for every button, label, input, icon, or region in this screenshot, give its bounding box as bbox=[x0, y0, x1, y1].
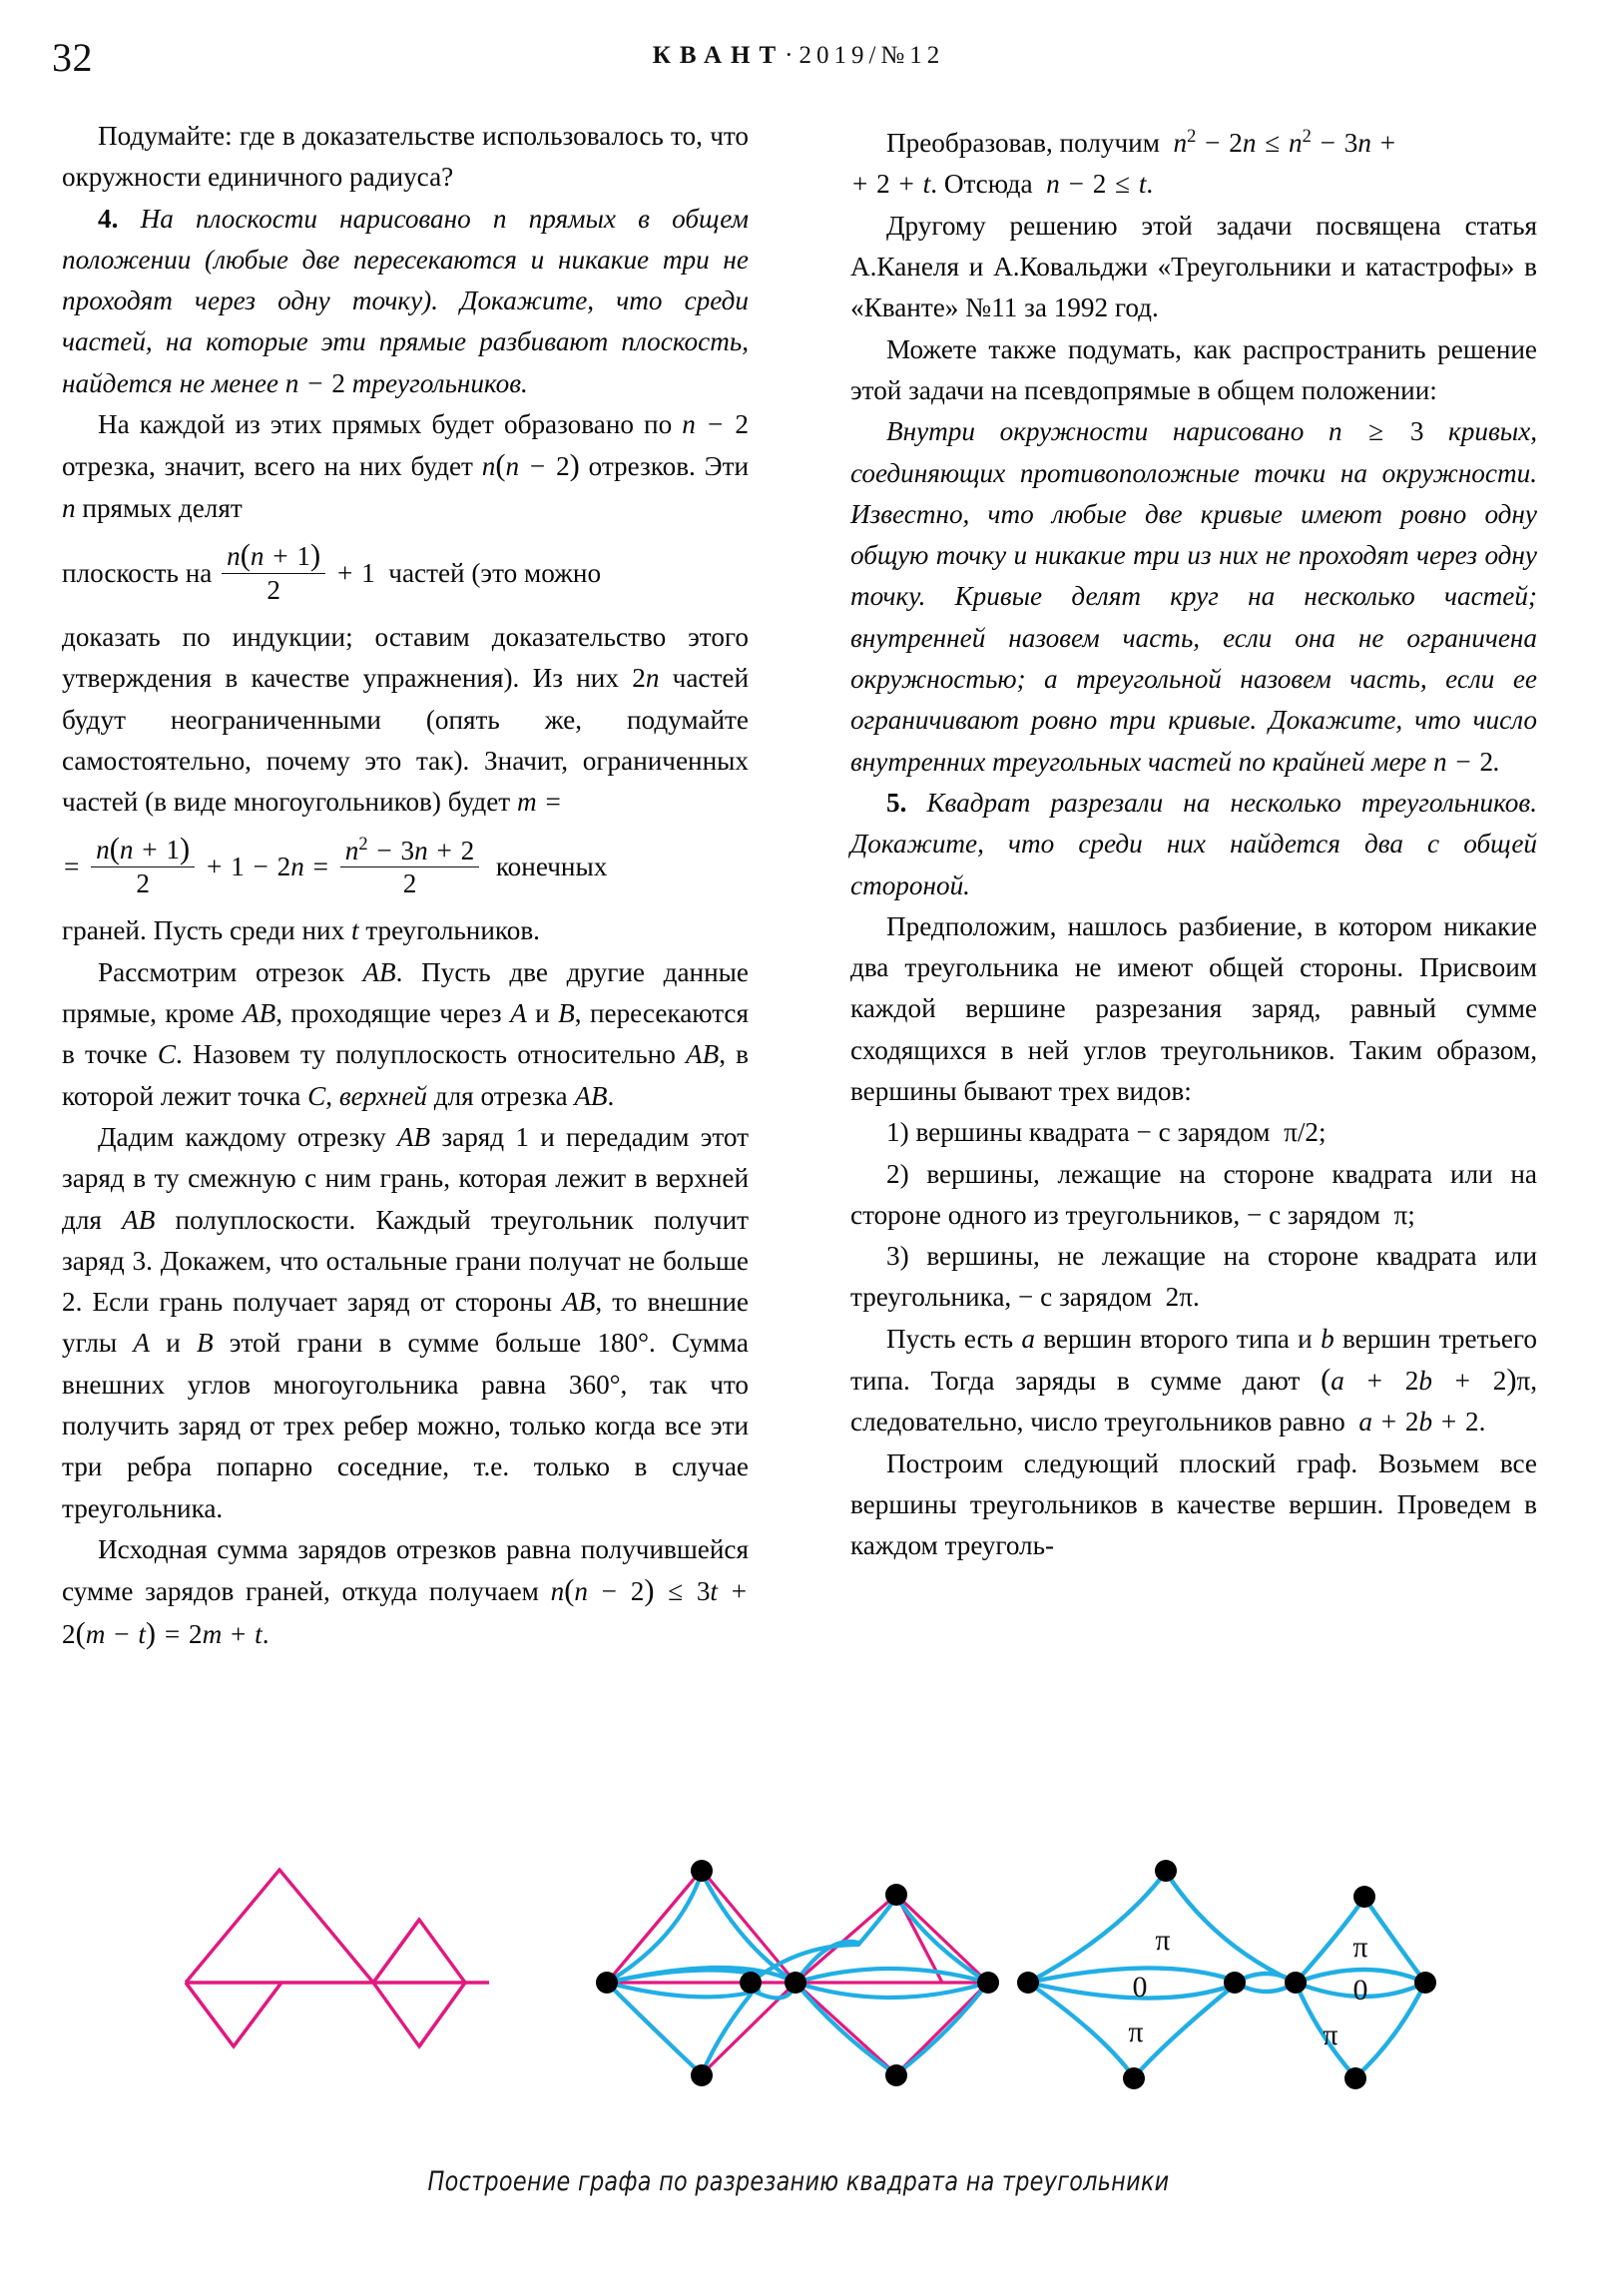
journal-running-head bbox=[0, 42, 1597, 70]
paragraph-task-4: 4. На плоскости нарисовано n прямых в общем положении (любые две пересекаются и никакие три не проходят через одну точку). Докажите, что среди частей, на которые эти прямые разбивают плоскость, найдется не менее n − 2 треугольников. bbox=[62, 203, 749, 398]
journal-issue: 2019/№12 bbox=[798, 42, 945, 69]
paragraph-solution-induction: доказать по индукции; оставим доказательство этого утверждения в качестве упражнения). Из них 2n частей будут неограниченными (опять же, подумайте самостоятельно, почему это так). Значит, ограниченных частей (в виде многоугольников) будет m = bbox=[62, 621, 749, 818]
paragraph-vertex-type-2: 2) вершины, лежащие на стороне квадрата или на стороне одного из треугольников, − с зарядом π; bbox=[850, 1158, 1537, 1230]
figure-panel-1-shape bbox=[0, 1835, 499, 2134]
formula-plane-parts: плоскость на $\frac{n(n + 1)}{2}$ + 1 частей (это можно bbox=[62, 537, 602, 605]
paragraph-rassmotrim: Рассмотрим отрезок AB. Пусть две другие данные прямые, кроме AB, проходящие через A и B, пересекаются в точке C. Назовем ту полуплоскость относительно AB, в которой лежит точка C, верхней для отрезка AB. bbox=[62, 956, 749, 1111]
paragraph-vnutri-okruzhnosti: Внутри окружности нарисовано n ≥ 3 кривых, соединяющих противоположные точки на окружности. Известно, что любые две кривые имеют ровно одну общую точку и никакие три из них не проходят через одну точку. Кривые делят круг на несколько частей; внутренней назовем часть, если она не ограничена окружностью; а треугольной назовем часть, если ее ограничивают ровно три кривые. Докажите, что число внутренних треугольных частей по крайней мере n − 2. bbox=[850, 416, 1538, 777]
page-header bbox=[0, 34, 1597, 94]
paragraph-mozhete: Можете также подумать, как распространить решение этой задачи на псевдопрямые в общем положении: bbox=[850, 333, 1537, 405]
figure-label-zero-left: 0 bbox=[1132, 1971, 1148, 2004]
page-number: 32 bbox=[52, 35, 93, 80]
paragraph-drugomu: Другому решению этой задачи посвящена статья А.Канеля и А.Ковальджи «Треугольники и катастрофы» в «Кванте» №11 за 1992 год. bbox=[850, 210, 1537, 323]
formula-m-value: = $\frac{n(n + 1)}{2}$ + 1 − 2n = $\frac{n^2 - 3n + 2}{2}$ конечных bbox=[64, 832, 608, 899]
paragraph-dadim: Дадим каждому отрезку AB заряд 1 и передадим этот заряд в ту смежную с ним грань, которая лежит в верхней для AB полуплоскости. Каждый треугольник получит заряд 3. Докажем, что остальные грани получат не больше 2. Если грань получает заряд от стороны AB, то внешние углы A и B этой грани в сумме больше 180°. Сумма внешних углов многоугольника равна 360°, так что получить заряд от трех ребер можно, только когда все эти три ребра попарно соседние, т.е. только в случае треугольника. bbox=[62, 1121, 749, 1523]
paragraph-pust-est: Пусть есть a вершин второго типа и b вершин третьего типа. Тогда заряды в сумме дают (a + 2b + 2)π, следовательно, число треугольников равно a + 2b + 2. bbox=[850, 1323, 1538, 1437]
paragraph-preobrazovav: Преобразовав, получим $n^2 - 2n \le n^2 - 3n$ + + 2 + t. Отсюда n − 2 ≤ t. bbox=[852, 126, 1396, 200]
figure-label-pi-top-right: π bbox=[1352, 1931, 1368, 1964]
figure-label-pi-top-left: π bbox=[1155, 1924, 1171, 1957]
paragraph-podumayte: Подумайте: где в доказательстве использовалось то, что окружности единичного радиуса? bbox=[62, 121, 749, 193]
column-left bbox=[62, 116, 749, 1655]
figure-label-pi-bottom-right: π bbox=[1323, 2018, 1338, 2051]
paragraph-solution-intro: На каждой из этих прямых будет образовано по n − 2 отрезка, значит, всего на них будет n(n − 2) отрезков. Эти n прямых делят bbox=[62, 409, 750, 523]
head-separator: · bbox=[785, 42, 799, 69]
figure-label-pi-bottom-left: π bbox=[1128, 2015, 1144, 2048]
paragraph-vertex-type-3: 3) вершины, не лежащие на стороне квадрата или треугольника, − с зарядом 2π. bbox=[850, 1241, 1537, 1313]
paragraph-vertex-type-1: 1) вершины квадрата − с зарядом π/2; bbox=[886, 1117, 1327, 1148]
paragraph-faces: граней. Пусть среди них t треугольников. bbox=[62, 915, 540, 946]
paragraph-postroim: Построим следующий плоский граф. Возьмем все вершины треугольников в качестве вершин. Проведем в каждом треуголь- bbox=[850, 1447, 1537, 1561]
journal-name: КВАНТ bbox=[652, 42, 786, 69]
fraction-n-n-plus-1-over-2-b: $\frac{n(n + 1)}{2}$ bbox=[91, 832, 195, 899]
paragraph-predpolozhim: Предположим, нашлось разбиение, в котором никакие два треугольника не имеют общей стороны. Присвоим каждой вершине разрезания заряд, равный сумме сходящихся в ней углов треугольников. Таким образом, вершины бывают трех видов: bbox=[850, 910, 1537, 1106]
column-right bbox=[850, 116, 1537, 1567]
figure-panel-3 bbox=[1017, 1860, 1436, 2089]
figure-label-zero-right: 0 bbox=[1352, 1974, 1368, 2007]
paragraph-task-5: 5. Квадрат разрезали на несколько треугольников. Докажите, что среди них найдется два с общей стороной. bbox=[850, 787, 1537, 900]
fraction-n2-minus-3n-plus-2-over-2: $\frac{n^2 - 3n + 2}{2}$ bbox=[340, 834, 480, 899]
figure-caption: Построение графа по разрезанию квадрата на треугольники bbox=[427, 2166, 1170, 2197]
fraction-n-n-plus-1-over-2: $\frac{n(n + 1)}{2}$ bbox=[222, 538, 325, 606]
paragraph-ishodnaya: Исходная сумма зарядов отрезков равна получившейся сумме зарядов граней, откуда получаем n(n − 2) ≤ 3t + 2(m − t) = 2m + t. bbox=[62, 1533, 749, 1650]
figure-panel-2 bbox=[596, 1860, 999, 2086]
